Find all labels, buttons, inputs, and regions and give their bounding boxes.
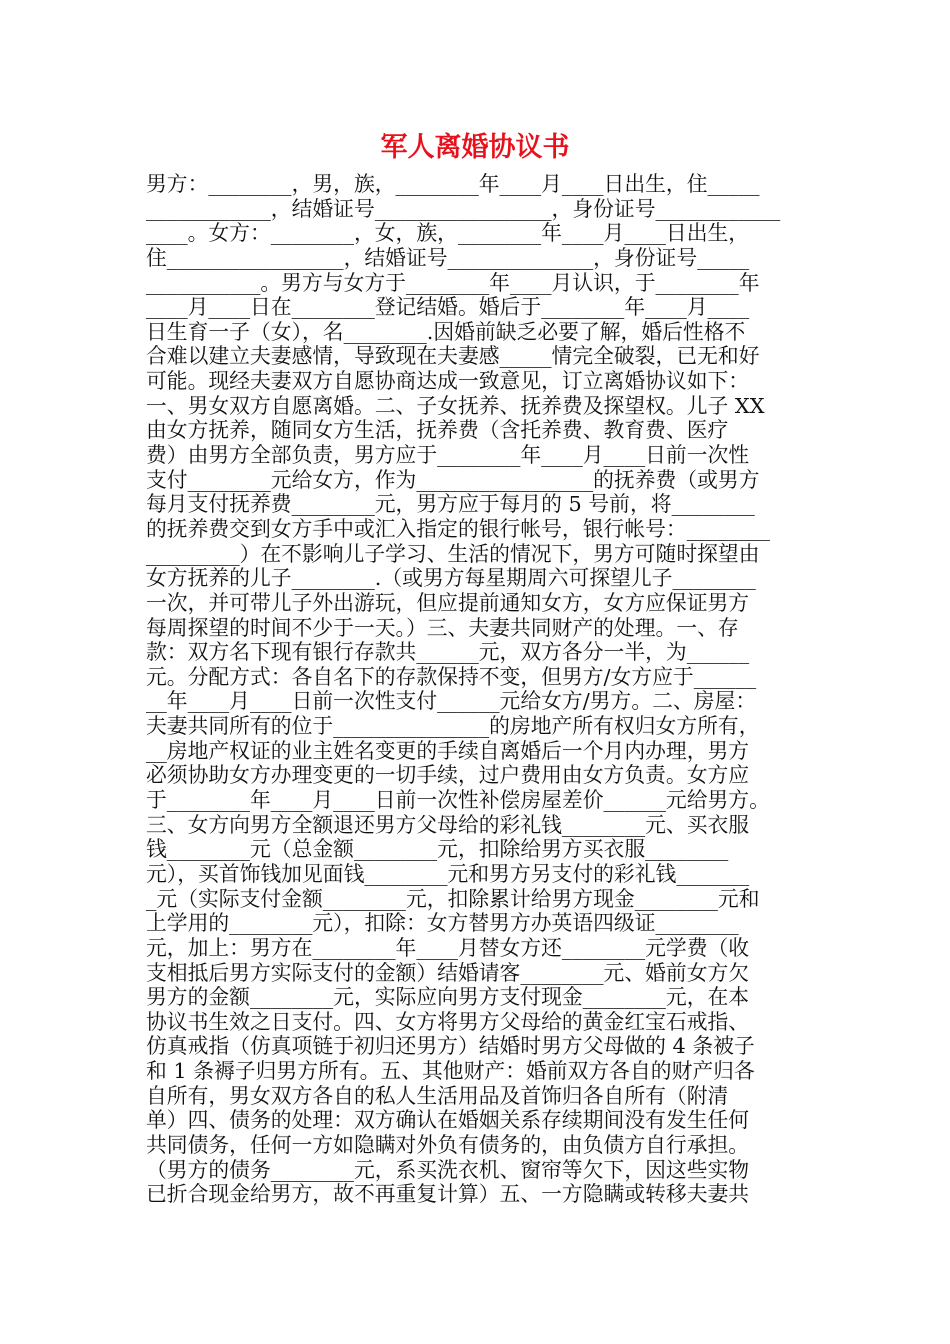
- document-line: 一、男女双方自愿离婚。二、子女抚养、抚养费及探望权。儿子 XX: [146, 393, 765, 418]
- document-line: 元。分配方式：各自名下的存款保持不变，但男方/女方应于______: [146, 664, 757, 689]
- document-line: 每月支付抚养费________元，男方应于每月的 5 号前，将________: [146, 492, 755, 517]
- document-line: __房地产权证的业主姓名变更的手续自离婚后一个月内办理，男方: [146, 738, 750, 763]
- document-line: 三、女方向男方全额退还男方父母给的彩礼钱________元、买衣服: [146, 812, 750, 837]
- document-line: 女方抚养的儿子________.（或男方每星期周六可探望儿子________: [146, 566, 756, 591]
- document-line: 支付________元给女方，作为_________________的抚养费（或男方: [146, 467, 760, 492]
- document-line: 日生育一子（女），名________.因婚前缺乏必要了解，婚后性格不: [146, 319, 746, 344]
- document-line: 支相抵后男方实际支付的金额）结婚请客________元、婚前女方欠: [146, 960, 750, 985]
- document-line: 住_________________，结婚证号______________，身份证号_____: [146, 245, 750, 270]
- document-line: _________）在不影响儿子学习、生活的情况下，男方可随时探望由: [146, 541, 760, 566]
- document-line: ____月____日在________登记结婚。婚后于________年____月____: [146, 295, 750, 320]
- document-line: 于________年____月____日前一次性补偿房屋差价______元给男方。: [146, 788, 770, 813]
- document-line: 由女方抚养，随同女方生活，抚养费（含托养费、教育费、医疗: [146, 418, 729, 443]
- document-line: 元），买首饰钱加见面钱________元和男方另支付的彩礼钱_______: [146, 861, 750, 886]
- document-line: 自所有，男女双方各自的私人生活用品及首饰归各自所有（附清: [146, 1083, 729, 1108]
- document-line: _元（实际支付金额________元，扣除累计给男方现金________元和: [146, 886, 760, 911]
- document-line: 共同债务，任何一方如隐瞒对外负有债务的，由负债方自行承担。: [146, 1132, 750, 1157]
- document-line: 钱________元（总金额________元，扣除给男方买衣服________: [146, 837, 729, 862]
- document-line: 已折合现金给男方，故不再重复计算）五、一方隐瞒或转移夫妻共: [146, 1182, 750, 1207]
- document-line: ___________。男方与女方于________年____月认识，于________年: [146, 270, 760, 295]
- document-line: 一次，并可带儿子外出游玩，但应提前通知女方，女方应保证男方: [146, 590, 750, 615]
- document-line: __年____月____日前一次性支付______元给女方/男方。二、房屋：: [146, 689, 757, 714]
- document-title: 军人离婚协议书: [380, 132, 570, 163]
- document-line: 仿真戒指（仿真项链于初归还男方）结婚时男方父母做的 4 条被子: [146, 1034, 755, 1059]
- document-line: 上学用的________元），扣除：女方替男方办英语四级证________: [146, 911, 739, 936]
- document-line: ____________，结婚证号_________________，身份证号____________: [146, 196, 781, 221]
- document-line: 可能。现经夫妻双方自愿协商达成一致意见，订立离婚协议如下：: [146, 369, 750, 394]
- document-line: 男方的金额________元，实际应向男方支付现金________元，在本: [146, 985, 750, 1010]
- document-line: 单）四、债务的处理：双方确认在婚姻关系存续期间没有发生任何: [146, 1108, 750, 1133]
- document-line: 合难以建立夫妻感情，导致现在夫妻感_____情完全破裂，已无和好: [146, 344, 760, 369]
- document-line: 必须协助女方办理变更的一切手续，过户费用由女方负责。女方应: [146, 763, 750, 788]
- document-line: 费）由男方全部负责，男方应于________年____月____日前一次性: [146, 443, 750, 468]
- document-body: [146, 172, 811, 1207]
- document-line: 款：双方名下现有银行存款共______元，双方各分一半，为______: [146, 640, 750, 665]
- document-line: 夫妻共同所有的位于_______________的房地产所有权归女方所有，: [146, 714, 760, 739]
- document-line: 协议书生效之日支付。四、女方将男方父母给的黄金红宝石戒指、: [146, 1009, 750, 1034]
- document-line: 男方：________，男，族，________年____月____日出生，住_____: [146, 172, 760, 196]
- document-line: （男方的债务________元，系买洗衣机、窗帘等欠下，因这些实物: [146, 1157, 750, 1182]
- document-line: 和 1 条褥子归男方所有。五、其他财产：婚前双方各自的财产归各: [146, 1059, 755, 1084]
- document-line: 每周探望的时间不少于一天。）三、夫妻共同财产的处理。一、存: [146, 615, 739, 640]
- document-line: 元，加上：男方在________年____月替女方还________元学费（收: [146, 935, 750, 960]
- document-line: 的抚养费交到女方手中或汇入指定的银行帐号，银行帐号：________: [146, 516, 770, 541]
- document-line: ____。女方：________，女，族，________年____月____日出生，: [146, 221, 750, 246]
